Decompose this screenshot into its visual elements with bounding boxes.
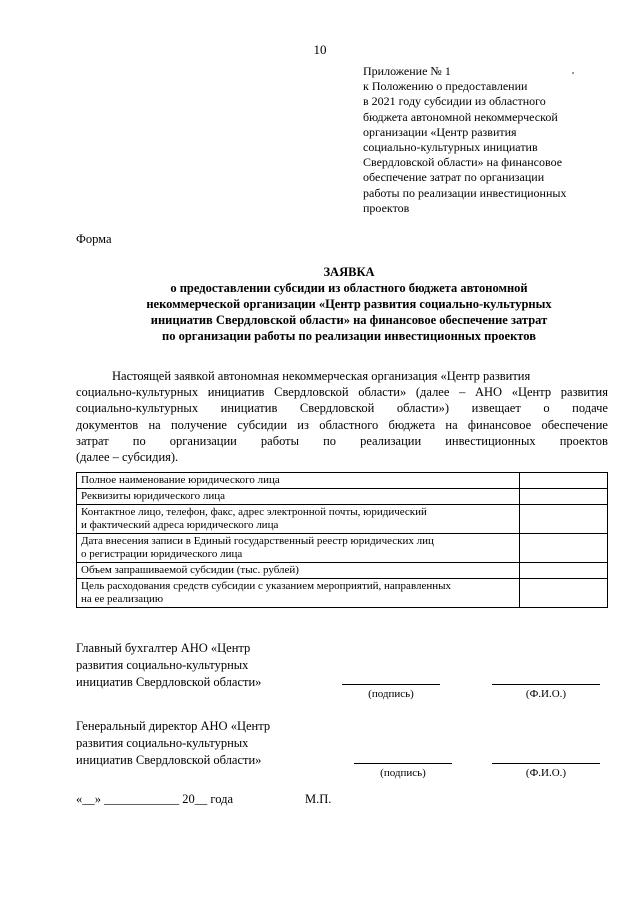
label-line: Реквизиты юридического лица [81,490,226,502]
signature-line[interactable] [354,763,452,764]
intro-paragraph [76,368,608,465]
position-line: инициатив Свердловской области» [76,753,262,767]
intro-word: о [543,401,550,416]
intro-line-1 [76,368,608,384]
intro-word: субсидии [237,417,288,432]
name-caption: (Ф.И.О.) [525,688,567,700]
intro-word: организации [169,433,237,448]
label-line: Контактное лицо, телефон, факс, адрес электронной почты, юридический [81,506,427,518]
document-title [60,264,638,344]
intro-word: Свердловской [274,385,349,400]
intro-line-4 [76,417,608,433]
label-line: Дата внесения записи в Единый государственный реестр юридических лиц [81,535,434,547]
form-label: Форма [76,232,112,246]
label-line: и фактический адреса юридического лица [81,519,279,531]
name-caption: (Ф.И.О.) [525,767,567,779]
table-cell-value[interactable] [520,505,608,534]
intro-word: на [445,417,458,432]
table-row [77,489,608,505]
intro-word: получение [170,417,227,432]
intro-word: – [459,385,466,400]
date-field[interactable]: «__» ____________ 20__ года [76,792,233,806]
label-line: на ее реализацию [81,593,164,605]
table-row [77,579,608,608]
label-line: Цель расходования средств субсидии с указанием мероприятий, направленных [81,580,452,592]
table-cell-value[interactable] [520,579,608,608]
appendix-line: организации «Центр развития [363,124,517,139]
intro-line-2 [76,384,608,400]
title-line: инициатив Свердловской области» на финансовое обеспечение затрат [150,313,548,327]
table-row [77,505,608,534]
intro-line-3 [76,400,608,416]
position-line: инициатив Свердловской области» [76,675,262,689]
title-line: о предоставлении субсидии из областного бюджета автономной [170,281,528,295]
appendix-line: социально-культурных инициатив [363,140,538,155]
label-line: Объем запрашиваемой субсидии (тыс. рублей) [81,564,299,576]
label-line: о регистрации юридического лица [81,548,243,560]
intro-word: работы [260,433,300,448]
intro-line-5 [76,433,608,449]
organization-info-table [76,472,608,608]
intro-word: по [132,433,146,448]
intro-word: обеспечение [541,417,608,432]
intro-word: бюджета [388,417,436,432]
appendix-line: Свердловской области» на финансовое [363,155,563,170]
appendix-line: проектов [363,200,410,215]
signature-caption: (подпись) [368,688,414,700]
appendix-line: в 2021 году субсидии из областного [363,94,546,109]
position-line: Генеральный директор АНО «Центр [76,719,271,733]
table-cell-value[interactable] [520,563,608,579]
intro-text: Настоящей заявкой автономная некоммерческая организация «Центр развития [112,369,531,383]
table-cell-label [77,563,520,579]
appendix-line: к Положению о предоставлении [363,79,528,94]
label-line: Полное наименование юридического лица [81,474,280,486]
table-cell-label [77,579,520,608]
title-line: по организации работы по реализации инвестиционных проектов [162,329,536,343]
intro-word: области» [358,385,407,400]
intro-word: развития [560,385,608,400]
intro-word: (далее [415,385,450,400]
appendix-line: бюджета автономной некоммерческой [363,109,558,124]
appendix-line: обеспечение затрат по организации [363,170,545,185]
table-cell-label [77,505,520,534]
page-number: 10 [313,42,327,57]
appendix-line: Приложение № 1 [363,64,451,78]
intro-word: социально-культурных [76,385,199,400]
intro-word: социально-культурных [76,401,199,416]
intro-line-6 [76,449,608,465]
name-line[interactable] [492,684,600,685]
table-cell-label [77,473,520,489]
table-cell-value[interactable] [520,489,608,505]
name-line[interactable] [492,763,600,764]
appendix-line: работы по реализации инвестиционных [363,185,567,200]
intro-word: извещает [471,401,521,416]
stamp-placeholder: М.П. [305,792,332,806]
intro-word: затрат [76,433,109,448]
intro-word: реализации [360,433,422,448]
intro-word: инвестиционных [445,433,536,448]
intro-word: АНО [474,385,503,400]
intro-word: финансовое [467,417,532,432]
intro-word: области») [396,401,450,416]
position-line: Главный бухгалтер АНО «Центр [76,641,251,655]
intro-word: подаче [572,401,608,416]
title-line: некоммерческой организации «Центр развития социально-культурных [146,297,552,311]
signature-caption: (подпись) [380,767,426,779]
table-cell-label [77,534,520,563]
table-cell-value[interactable] [520,534,608,563]
intro-word: Свердловской [299,401,375,416]
table-row [77,563,608,579]
intro-word: по [323,433,337,448]
table-cell-value[interactable] [520,473,608,489]
signature-line[interactable] [342,684,440,685]
table-row [77,473,608,489]
general-director-position [76,718,270,769]
intro-word: документов [76,417,139,432]
table-cell-label [77,489,520,505]
table-row [77,534,608,563]
intro-word: инициатив [207,385,265,400]
intro-word: «Центр [511,385,552,400]
intro-word: на [148,417,161,432]
chief-accountant-position [76,640,261,691]
intro-word: из [297,417,309,432]
intro-word: областного [319,417,379,432]
title-heading: ЗАЯВКА [323,265,375,279]
position-line: развития социально-культурных [76,658,249,672]
appendix-note [363,64,623,216]
position-line: развития социально-культурных [76,736,249,750]
intro-word: инициатив [220,401,278,416]
intro-word: проектов [559,433,608,448]
intro-text: (далее – субсидия). [76,450,179,465]
